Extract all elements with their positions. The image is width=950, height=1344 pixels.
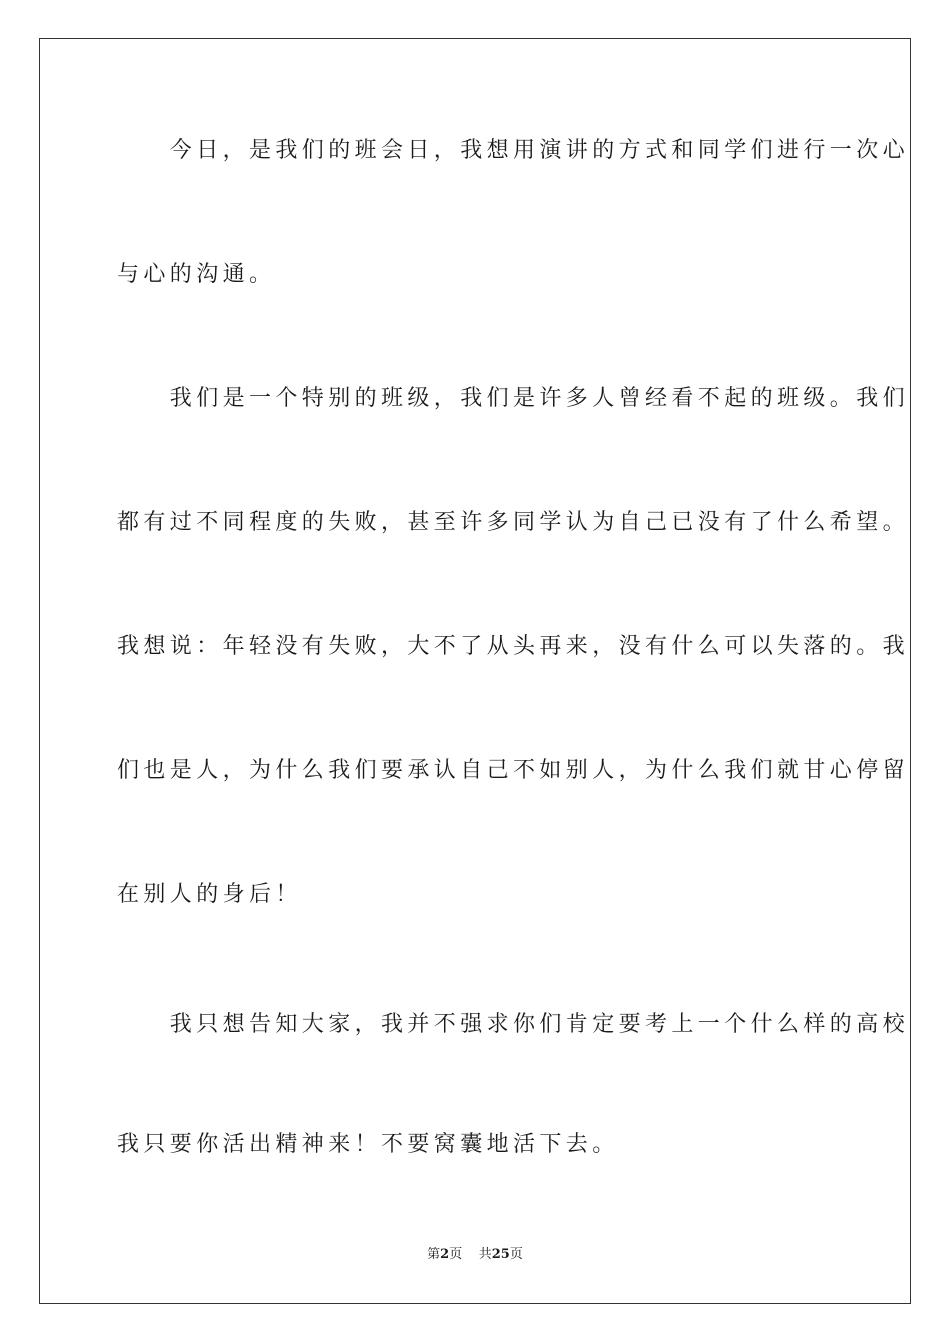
page-footer [0, 1246, 950, 1264]
paragraph-2-line-3: 我想说：年轻没有失败，大不了从头再来，没有什么可以失落的。我 [117, 634, 910, 659]
footer-page-suffix: 页 [449, 1247, 463, 1262]
paragraph-1-line-1: 今日，是我们的班会日，我想用演讲的方式和同学们进行一次心 [117, 138, 910, 163]
paragraph-2-line-5: 在别人的身后！ [117, 882, 302, 907]
footer-total-pages: 25 [491, 1247, 510, 1262]
paragraph-2-line-4: 们也是人，为什么我们要承认自己不如别人，为什么我们就甘心停留 [117, 758, 910, 783]
footer-total-prefix: 共 [478, 1247, 492, 1262]
page-border [39, 38, 911, 1304]
paragraph-3-line-2: 我只要你活出精神来！不要窝囊地活下去。 [117, 1132, 619, 1157]
footer-page-prefix: 第 [427, 1247, 441, 1262]
paragraph-1-line-2: 与心的沟通。 [117, 262, 276, 287]
footer-page-number: 2 [440, 1247, 450, 1262]
paragraph-2-line-1: 我们是一个特别的班级，我们是许多人曾经看不起的班级。我们 [117, 386, 910, 411]
footer-total-suffix: 页 [509, 1247, 523, 1262]
paragraph-2-line-2: 都有过不同程度的失败，甚至许多同学认为自己已没有了什么希望。 [117, 510, 910, 535]
paragraph-3-line-1: 我只想告知大家，我并不强求你们肯定要考上一个什么样的高校 [117, 1012, 910, 1037]
